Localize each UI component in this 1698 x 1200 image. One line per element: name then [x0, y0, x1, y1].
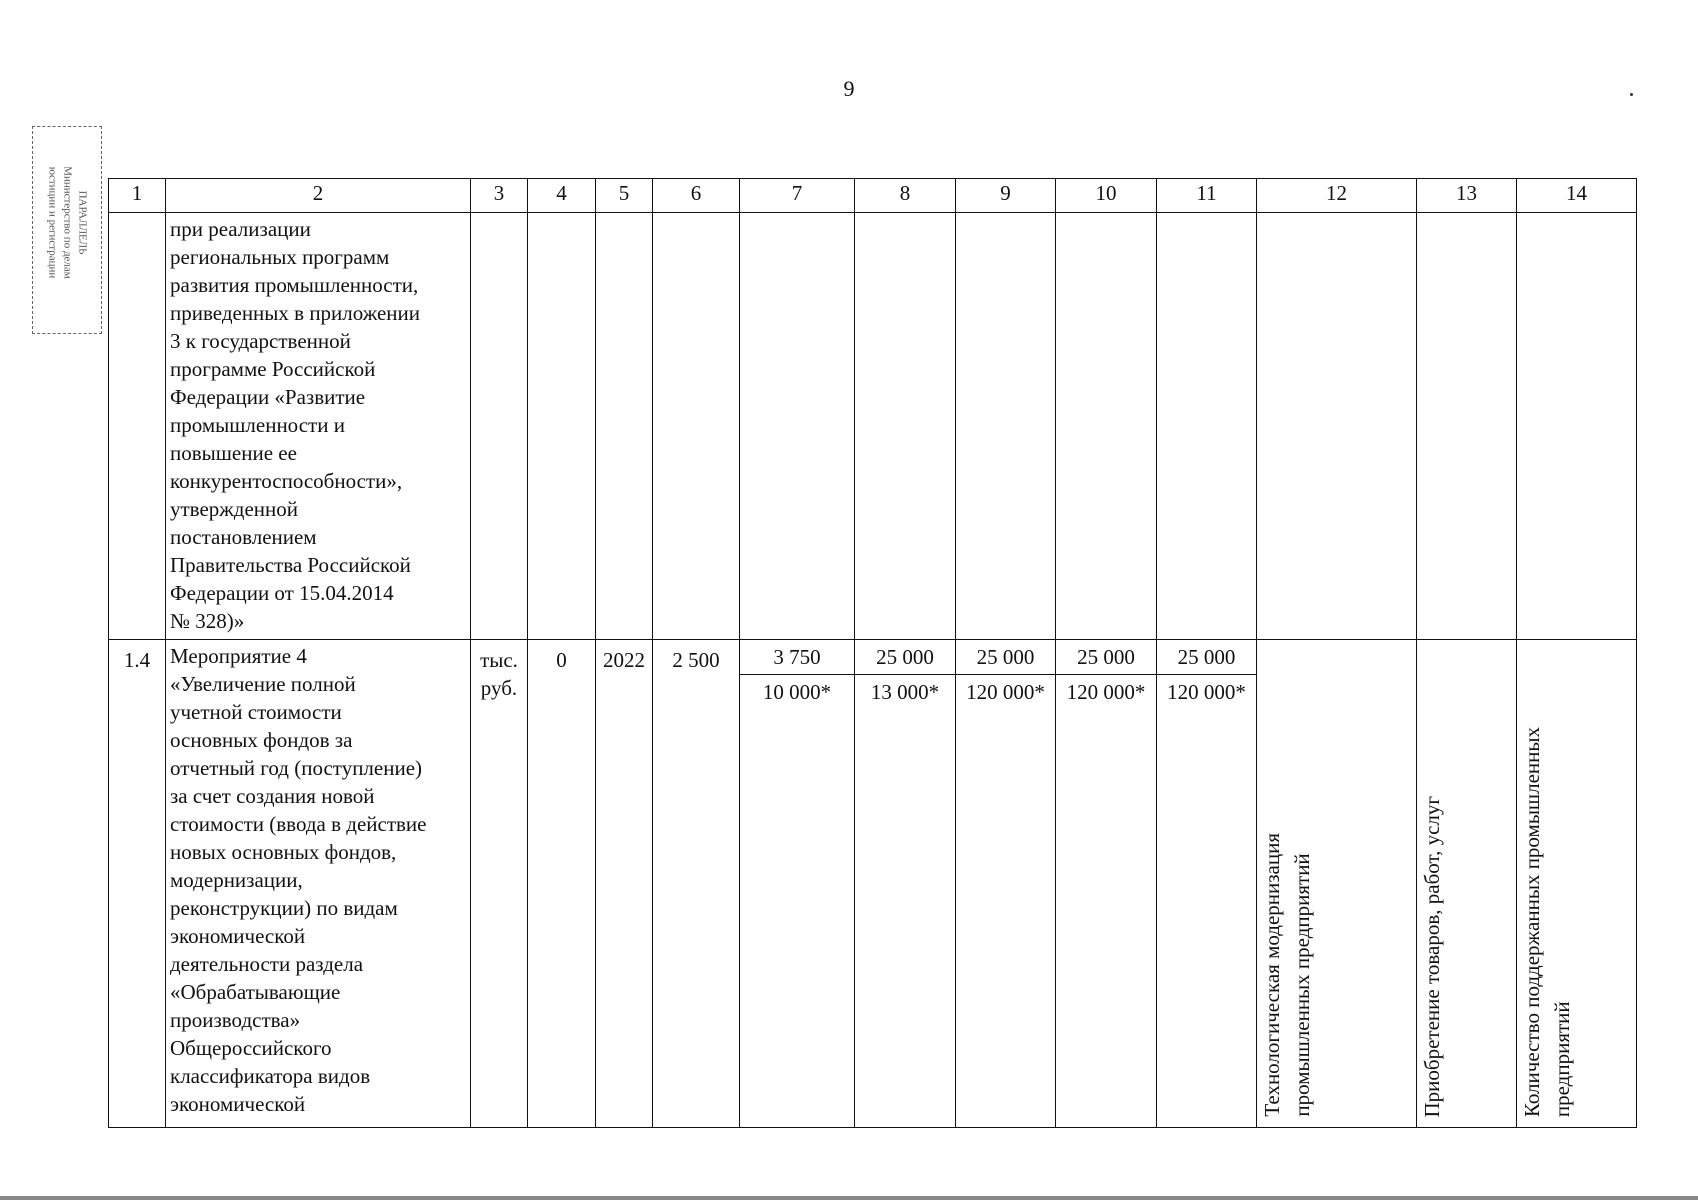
col11-cell: [1157, 640, 1257, 1128]
cell-empty: [1257, 213, 1417, 640]
col7-top-value: 3 750: [740, 640, 854, 675]
cell-empty: [740, 213, 855, 640]
header-cell: 1: [109, 179, 166, 213]
cell-empty: [1056, 213, 1157, 640]
header-cell: 6: [653, 179, 740, 213]
col8-cell: [855, 640, 956, 1128]
row-number: 1.4: [109, 640, 166, 1128]
unit-cell: тыс. руб.: [471, 640, 528, 1128]
col7-cell: [740, 640, 855, 1128]
stamp-text: ПАРАЛЛЕЛЬ Министерство по делам юстиции и регистрации: [46, 166, 89, 279]
col11-top-value: 25 000: [1157, 640, 1256, 675]
cell-empty: [1417, 213, 1517, 640]
header-cell: 8: [855, 179, 956, 213]
header-cell: 10: [1056, 179, 1157, 213]
col10-cell: [1056, 640, 1157, 1128]
cell-empty: [1157, 213, 1257, 640]
header-cell: 14: [1517, 179, 1637, 213]
col12-vertical-text: Технологическая модернизация промышленных предприятий: [1260, 833, 1314, 1117]
col13-cell: [1417, 640, 1517, 1128]
header-cell: 12: [1257, 179, 1417, 213]
cell-empty: [956, 213, 1056, 640]
col6-value: 2 500: [653, 640, 740, 1128]
col9-cell: [956, 640, 1056, 1128]
header-cell: 13: [1417, 179, 1517, 213]
cell-empty: [528, 213, 596, 640]
cell-empty: [653, 213, 740, 640]
measure-row-1-4: [109, 640, 1637, 1128]
col14-vertical-text: Количество поддержанных промышленных предприятий: [1520, 726, 1574, 1117]
col14-cell: [1517, 640, 1637, 1128]
header-cell: 9: [956, 179, 1056, 213]
header-row: [109, 179, 1637, 213]
header-cell: 4: [528, 179, 596, 213]
scan-dot: [1630, 93, 1633, 96]
col7-bottom-value: 10 000*: [762, 680, 832, 704]
year-value: 2022: [596, 640, 653, 1128]
col11-bottom-value: 120 000*: [1167, 680, 1246, 704]
measure-text: Мероприятие 4 «Увеличение полной учетной стоимости основных фондов за отчетный год (поступление) за счет создания новой стоимости (ввода в действие новых основных фондов, модернизации, реконструкции) по видам экономической деятельности раздела «Обрабатывающие производства» Общероссийского классификатора видов экономической: [166, 640, 471, 1128]
scan-edge: [0, 1196, 1698, 1200]
col13-vertical-text: Приобретение товаров, работ, услуг: [1420, 795, 1444, 1117]
cell-empty: [855, 213, 956, 640]
col9-top-value: 25 000: [956, 640, 1055, 675]
header-cell: 3: [471, 179, 528, 213]
page-number: 9: [843, 76, 855, 101]
continuation-row: [109, 213, 1637, 640]
col4-value: 0: [528, 640, 596, 1128]
cell-empty: [471, 213, 528, 640]
col10-bottom-value: 120 000*: [1066, 680, 1146, 704]
col9-bottom-value: 120 000*: [966, 680, 1045, 704]
col12-cell: [1257, 640, 1417, 1128]
program-table: [108, 178, 1637, 1128]
col10-top-value: 25 000: [1056, 640, 1156, 675]
col8-top-value: 25 000: [855, 640, 955, 675]
header-cell: 7: [740, 179, 855, 213]
col8-bottom-value: 13 000*: [870, 680, 940, 704]
header-cell: 11: [1157, 179, 1257, 213]
registration-stamp: [32, 126, 102, 334]
continuation-text: при реализации региональных программ развития промышленности, приведенных в приложении 3 к государственной программе Российской Федерации «Развитие промышленности и повышение ее конкурентоспособности», утвержденной постановлением Правительства Российской Федерации от 15.04.2014 № 328)»: [166, 213, 471, 640]
header-cell: 2: [166, 179, 471, 213]
cell-empty: [1517, 213, 1637, 640]
cell-empty: [109, 213, 166, 640]
header-cell: 5: [596, 179, 653, 213]
cell-empty: [596, 213, 653, 640]
